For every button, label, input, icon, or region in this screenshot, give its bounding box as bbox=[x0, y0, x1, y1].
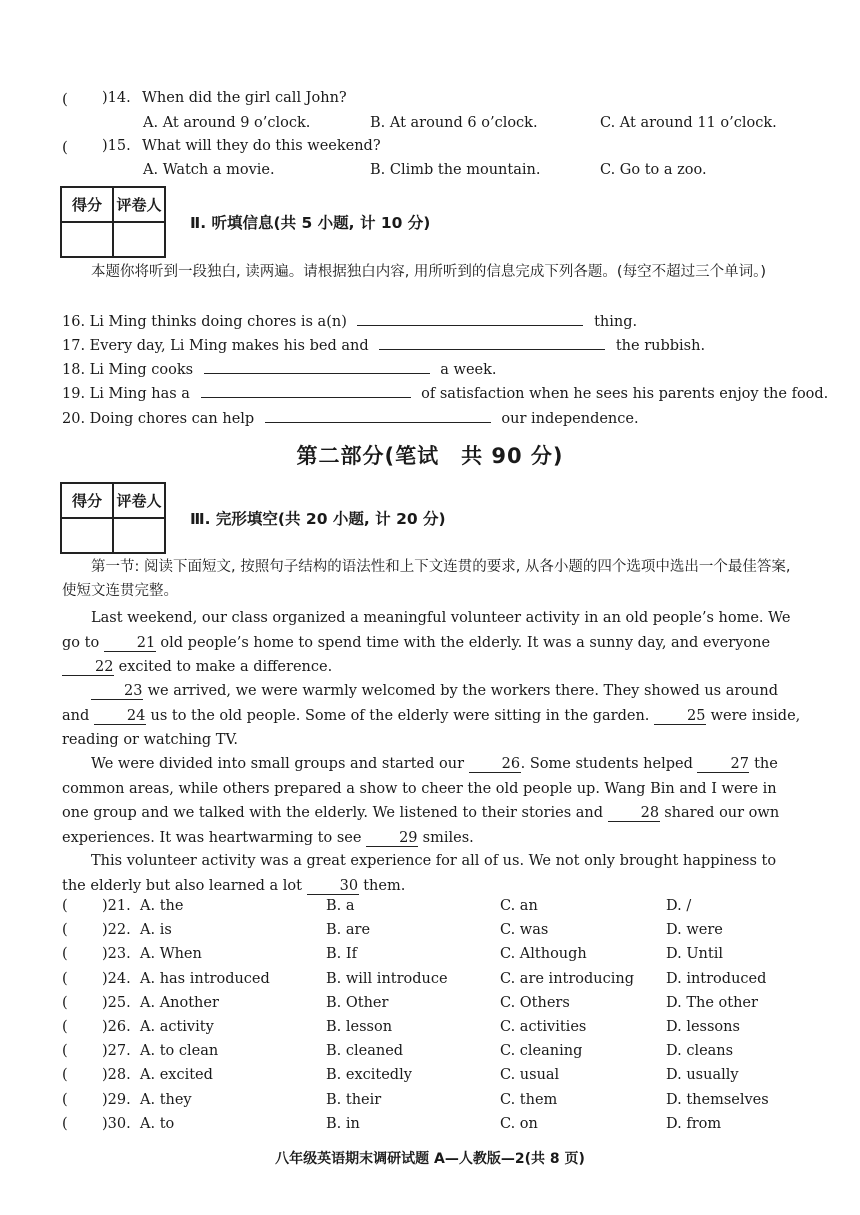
passage-text: old people’s home to spend time with the elderly. It was a sunny day, and everyone bbox=[160, 634, 771, 651]
option-b: B. in bbox=[326, 1116, 360, 1132]
question-number: )22. bbox=[102, 922, 131, 938]
answer-paren[interactable]: ( bbox=[62, 138, 68, 156]
score-cell[interactable] bbox=[61, 222, 113, 257]
option-d: D. usually bbox=[666, 1067, 739, 1083]
answer-paren[interactable]: ( bbox=[62, 1116, 68, 1132]
item-text: 16. Li Ming thinks doing chores is a(n) bbox=[62, 314, 347, 330]
passage-text: excited to make a difference. bbox=[118, 659, 333, 675]
option-a: A. is bbox=[140, 922, 172, 938]
answer-paren[interactable]: ( bbox=[62, 971, 68, 987]
question-number: )14. bbox=[102, 90, 131, 106]
score-label: 得分 bbox=[61, 483, 113, 518]
option-b: B. excitedly bbox=[326, 1067, 412, 1083]
item-text-after: thing. bbox=[594, 314, 638, 330]
option-d: D. Until bbox=[666, 946, 723, 962]
part-2-title: 第二部分(笔试 共 90 分) bbox=[296, 444, 564, 468]
option-c: C. Although bbox=[500, 946, 587, 962]
option-a: A. At around 9 o’clock. bbox=[143, 115, 311, 131]
passage-paragraph-1 bbox=[62, 606, 804, 680]
option-a: A. activity bbox=[140, 1019, 214, 1035]
option-b: B. If bbox=[326, 946, 357, 962]
passage-paragraph-4 bbox=[62, 849, 804, 898]
question-number: )28. bbox=[102, 1067, 131, 1083]
passage-text: were inside, reading bbox=[62, 707, 801, 748]
option-c: C. Others bbox=[500, 995, 570, 1011]
item-text-after: a week. bbox=[440, 362, 497, 378]
passage-paragraph-3 bbox=[62, 752, 804, 850]
blank-28[interactable]: 28 bbox=[608, 805, 660, 822]
question-text: When did the girl call John? bbox=[142, 90, 347, 106]
item-text-after: our independence. bbox=[501, 411, 639, 427]
question-number: )15. bbox=[102, 138, 131, 154]
score-box bbox=[60, 186, 166, 258]
blank-21[interactable]: 21 bbox=[104, 635, 156, 652]
option-a: A. to bbox=[140, 1116, 175, 1132]
option-a: A. Another bbox=[140, 995, 219, 1011]
passage-text: heartwarming to see bbox=[208, 829, 362, 846]
option-b: B. a bbox=[326, 898, 355, 914]
item-text: 19. Li Ming has a bbox=[62, 386, 190, 402]
answer-paren[interactable]: ( bbox=[62, 1067, 68, 1083]
grader-label: 评卷人 bbox=[113, 187, 165, 222]
option-b: B. their bbox=[326, 1092, 382, 1108]
option-b: B. lesson bbox=[326, 1019, 393, 1035]
option-c: C. an bbox=[500, 898, 538, 914]
option-b: B. Climb the mountain. bbox=[370, 162, 541, 178]
blank-29[interactable]: 29 bbox=[366, 830, 418, 847]
question-number: )21. bbox=[102, 898, 131, 914]
blank-27[interactable]: 27 bbox=[697, 756, 749, 773]
option-b: B. will introduce bbox=[326, 971, 448, 987]
option-c: C. cleaning bbox=[500, 1043, 583, 1059]
item-text: 18. Li Ming cooks bbox=[62, 362, 194, 378]
question-number: )25. bbox=[102, 995, 131, 1011]
item-text-after: of satisfaction when he sees his parents enjoy the food. bbox=[421, 386, 829, 402]
item-text: 17. Every day, Li Ming makes his bed and bbox=[62, 338, 369, 354]
option-b: B. Other bbox=[326, 995, 389, 1011]
option-d: D. The other bbox=[666, 995, 758, 1011]
section-3-title: Ⅲ. 完形填空(共 20 小题, 计 20 分) bbox=[190, 510, 446, 528]
answer-blank[interactable] bbox=[201, 383, 411, 398]
option-d: D. from bbox=[666, 1116, 722, 1132]
answer-paren[interactable]: ( bbox=[62, 1043, 68, 1059]
question-text: What will they do this weekend? bbox=[142, 138, 381, 154]
option-d: D. / bbox=[666, 898, 692, 914]
option-c: C. activities bbox=[500, 1019, 587, 1035]
fill-item-17 bbox=[62, 335, 705, 354]
answer-blank[interactable] bbox=[265, 408, 491, 423]
option-d: D. cleans bbox=[666, 1043, 734, 1059]
passage-text: the common bbox=[62, 756, 778, 797]
blank-30[interactable]: 30 bbox=[307, 878, 359, 895]
passage-text: smiles. bbox=[422, 829, 474, 846]
fill-item-18 bbox=[62, 359, 497, 378]
passage-text: or watching TV. bbox=[123, 732, 239, 748]
answer-blank[interactable] bbox=[204, 359, 430, 374]
blank-25[interactable]: 25 bbox=[654, 708, 706, 725]
answer-paren[interactable]: ( bbox=[62, 995, 68, 1011]
option-d: D. lessons bbox=[666, 1019, 740, 1035]
option-c: C. on bbox=[500, 1116, 538, 1132]
question-number: )27. bbox=[102, 1043, 131, 1059]
fill-item-16 bbox=[62, 311, 637, 330]
passage-text: We were divided into small groups and started our bbox=[91, 756, 465, 772]
page-footer: 八年级英语期末调研试题 A—人教版—2(共 8 页) bbox=[275, 1151, 585, 1167]
option-b: B. At around 6 o’clock. bbox=[370, 115, 538, 131]
option-a: A. Watch a movie. bbox=[143, 162, 275, 178]
option-d: D. themselves bbox=[666, 1092, 769, 1108]
answer-paren[interactable]: ( bbox=[62, 90, 68, 108]
passage-text: Last weekend, our class organized a meaningful volunteer activity in an old people’s home. We go to bbox=[62, 610, 791, 651]
answer-paren[interactable]: ( bbox=[62, 1092, 68, 1108]
answer-paren[interactable]: ( bbox=[62, 898, 68, 914]
option-c: C. them bbox=[500, 1092, 558, 1108]
passage-text: shared our own experiences. It was bbox=[62, 805, 780, 846]
score-label: 得分 bbox=[61, 187, 113, 222]
question-number: )26. bbox=[102, 1019, 131, 1035]
question-number: )30. bbox=[102, 1116, 131, 1132]
option-c: C. was bbox=[500, 922, 549, 938]
section-2-title: Ⅱ. 听填信息(共 5 小题, 计 10 分) bbox=[190, 214, 431, 232]
option-a: A. the bbox=[140, 898, 184, 914]
grader-cell[interactable] bbox=[113, 222, 165, 257]
option-b: B. cleaned bbox=[326, 1043, 404, 1059]
passage-text: them. bbox=[363, 877, 406, 894]
answer-paren[interactable]: ( bbox=[62, 946, 68, 962]
blank-26[interactable]: 26 bbox=[469, 756, 521, 773]
passage-text: elderly but also learned a lot bbox=[90, 877, 302, 894]
answer-paren[interactable]: ( bbox=[62, 1019, 68, 1035]
option-a: A. has introduced bbox=[140, 971, 270, 987]
fill-item-20 bbox=[62, 408, 639, 427]
section-3-instructions: 第一节: 阅读下面短文, 按照句子结构的语法性和上下文连贯的要求, 从各小题的四个选项中选出一个最佳答案, 使短文连贯完整。 bbox=[62, 559, 791, 599]
option-d: D. introduced bbox=[666, 971, 767, 987]
option-c: C. are introducing bbox=[500, 971, 635, 987]
option-b: B. are bbox=[326, 922, 371, 938]
option-c: C. At around 11 o’clock. bbox=[600, 115, 777, 131]
passage-paragraph-2 bbox=[62, 679, 804, 753]
blank-24[interactable]: 24 bbox=[94, 708, 146, 725]
option-a: A. When bbox=[140, 946, 202, 962]
option-a: A. to clean bbox=[140, 1043, 219, 1059]
item-text: 20. Doing chores can help bbox=[62, 411, 255, 427]
item-text-after: the rubbish. bbox=[615, 338, 706, 354]
option-a: A. excited bbox=[140, 1067, 213, 1083]
blank-22[interactable]: 22 bbox=[62, 659, 114, 676]
passage-text: areas, while others prepared a show to cheer the old people up. Wang Bin and I were in one group and we bbox=[62, 780, 777, 821]
question-number: )23. bbox=[102, 946, 131, 962]
answer-blank[interactable] bbox=[379, 335, 605, 350]
passage-text: talked with the elderly. We listened to their stories and bbox=[198, 805, 604, 821]
option-a: A. they bbox=[140, 1092, 192, 1108]
section-2-instructions: 本题你将听到一段独白, 读两遍。请根据独白内容, 用所听到的信息完成下列各题。(每空不超过三个单词。) bbox=[91, 264, 766, 280]
passage-text: us to the old people. Some of the elderly were sitting in the garden. bbox=[150, 707, 650, 724]
passage-text: This volunteer activity was a great experience for all of us. We not only brought happiness to the bbox=[62, 853, 777, 894]
answer-paren[interactable]: ( bbox=[62, 922, 68, 938]
option-c: C. Go to a zoo. bbox=[600, 162, 707, 178]
answer-blank[interactable] bbox=[357, 311, 583, 326]
option-d: D. were bbox=[666, 922, 723, 938]
option-c: C. usual bbox=[500, 1067, 560, 1083]
question-number: )24. bbox=[102, 971, 131, 987]
question-number: )29. bbox=[102, 1092, 131, 1108]
passage-text: . Some students helped bbox=[520, 756, 693, 772]
passage-text: we arrived, we were warmly welcomed by the workers there. They showed us around and bbox=[62, 683, 778, 724]
score-box bbox=[60, 482, 166, 554]
blank-23[interactable]: 23 bbox=[91, 683, 143, 700]
grader-cell[interactable] bbox=[113, 518, 165, 553]
grader-label: 评卷人 bbox=[113, 483, 165, 518]
fill-item-19 bbox=[62, 383, 828, 402]
score-cell[interactable] bbox=[61, 518, 113, 553]
